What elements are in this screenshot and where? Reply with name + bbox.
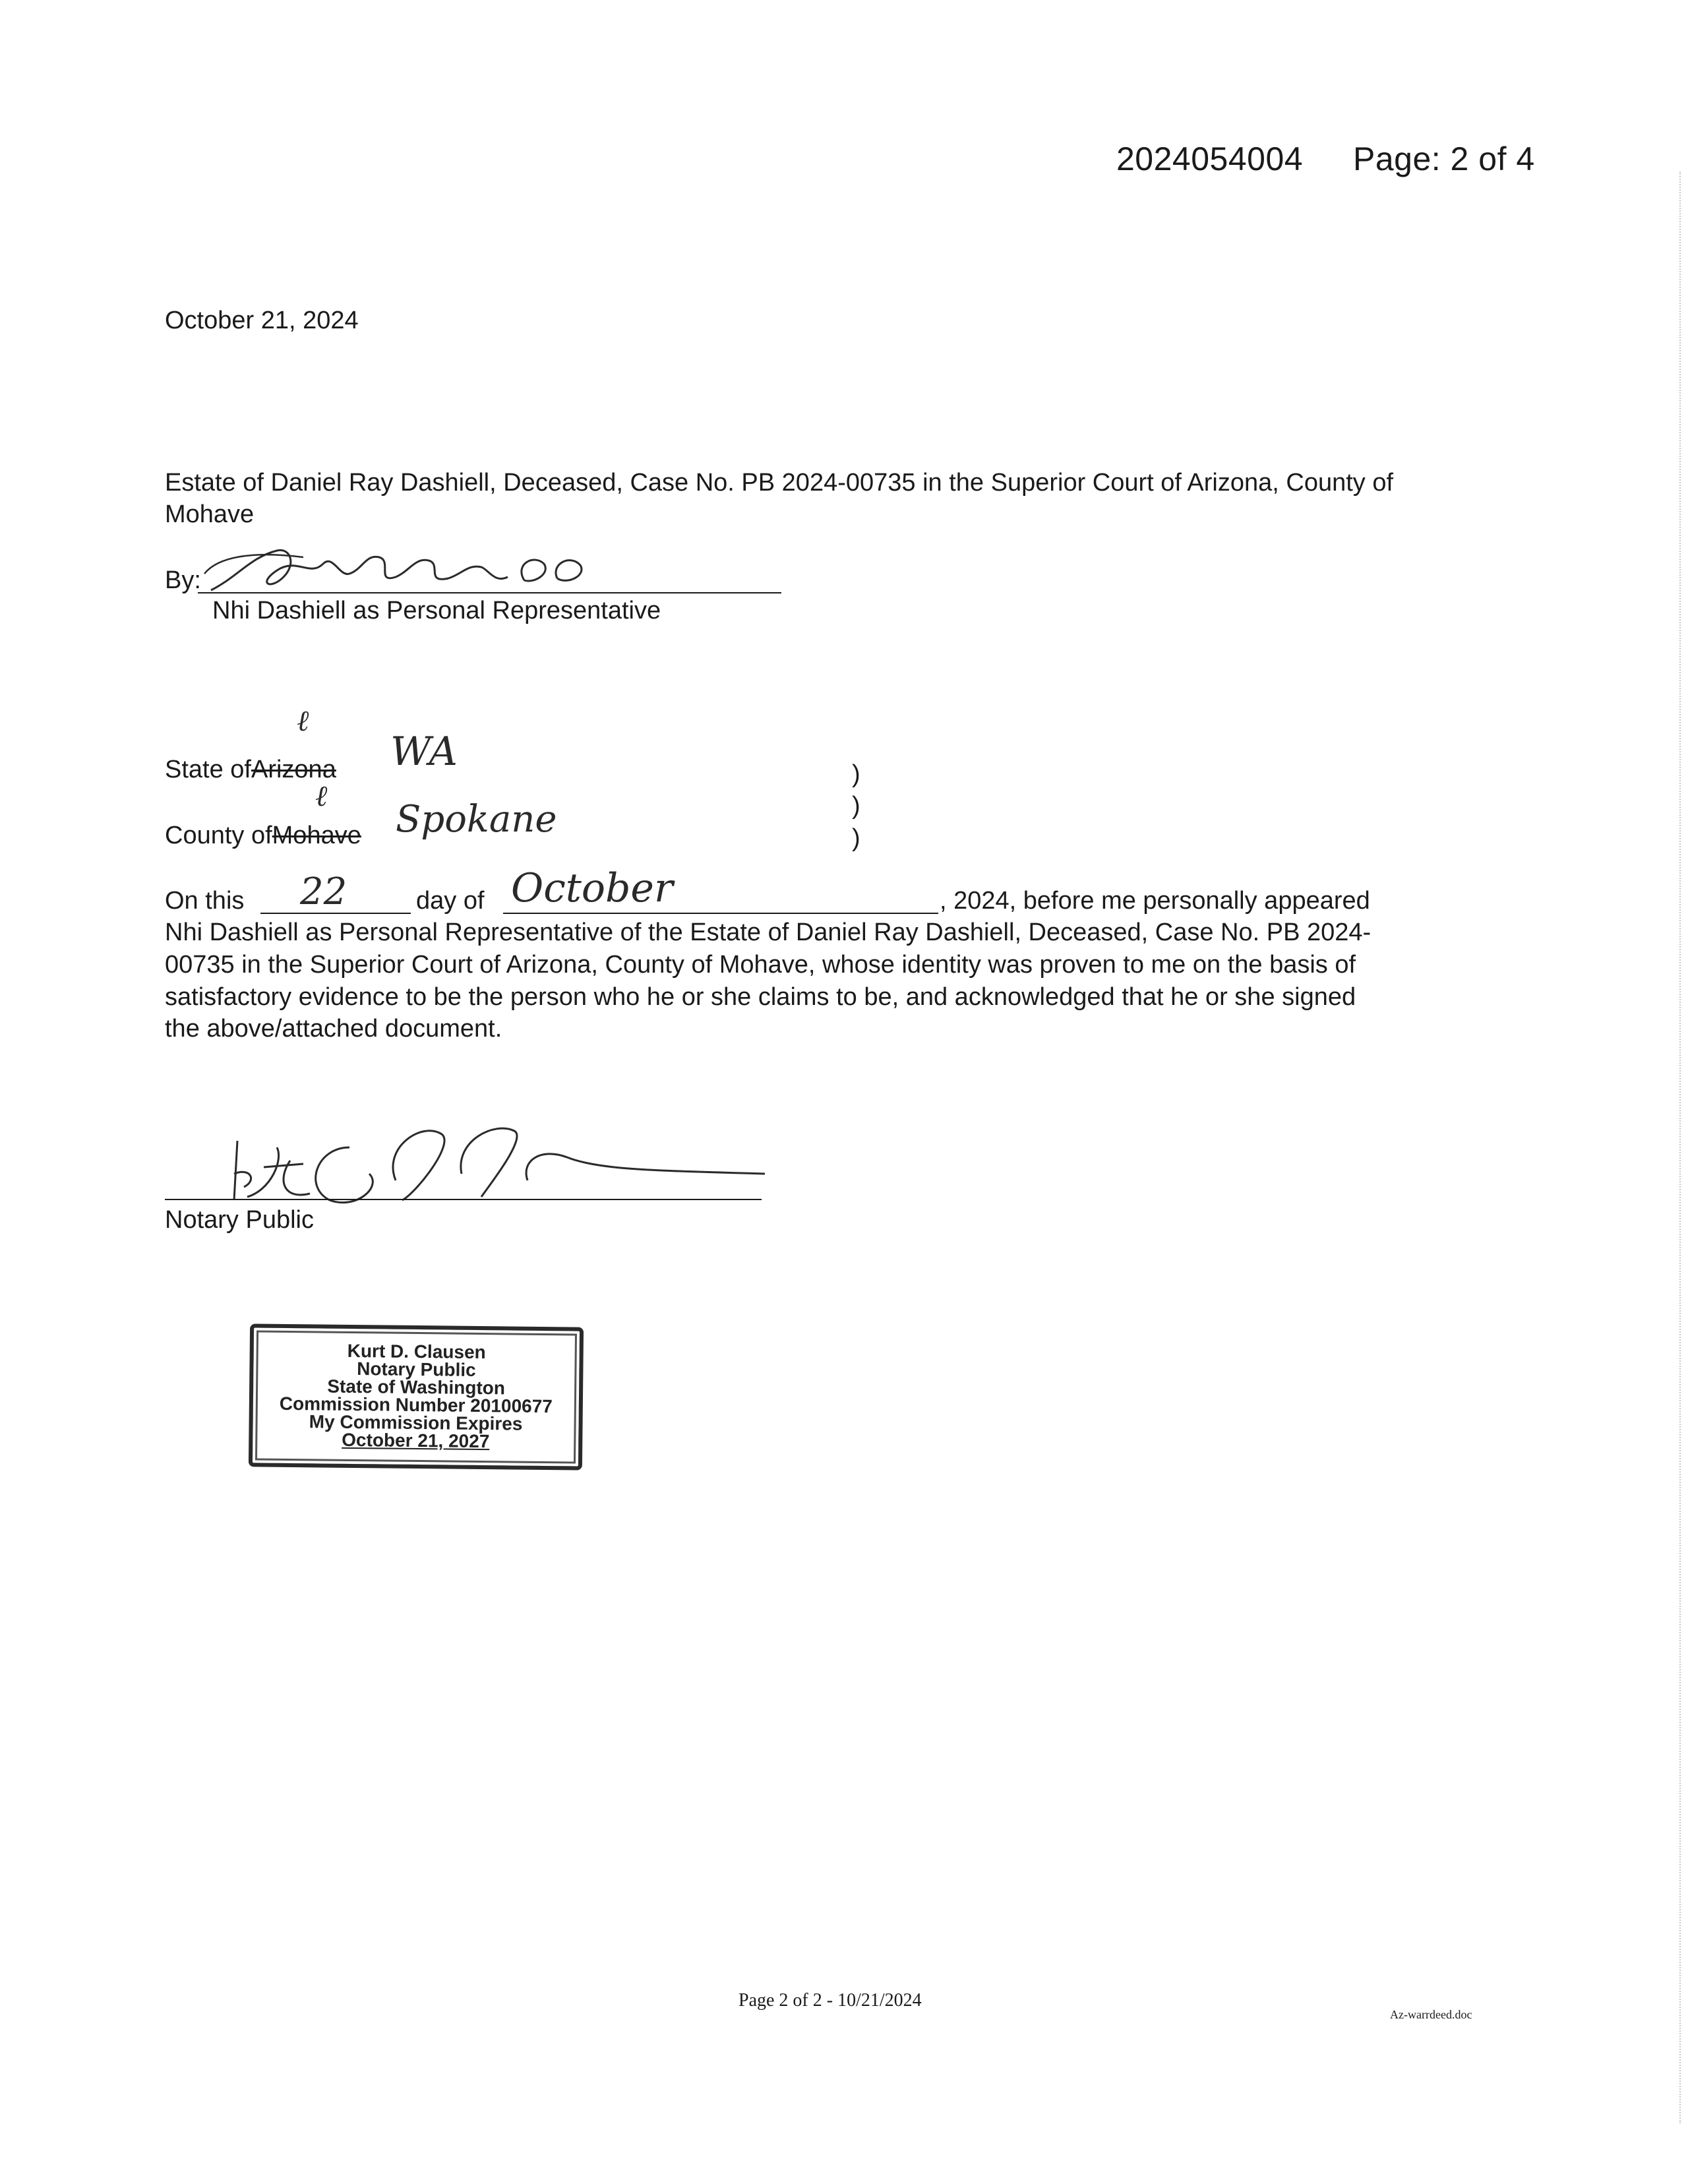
notary-signature-line bbox=[165, 1199, 762, 1200]
ack-line-4: satisfactory evidence to be the person who he or she claims to be, and acknowledged that he or she signed bbox=[165, 983, 1356, 1011]
stamp-name: Kurt D. Clausen bbox=[347, 1340, 486, 1363]
year-text: , 2024, before me personally appeared bbox=[940, 887, 1370, 915]
ack-line-3: 00735 in the Superior Court of Arizona, County of Mohave, whose identity was proven to me on the basis of bbox=[165, 951, 1356, 979]
notary-stamp bbox=[249, 1323, 584, 1470]
footer-filename: Az-warrdeed.doc bbox=[1390, 2008, 1472, 2021]
page-indicator: Page: 2 of 4 bbox=[1353, 140, 1535, 177]
stamp-title: Notary Public bbox=[357, 1358, 476, 1380]
stamp-expires-label: My Commission Expires bbox=[309, 1411, 523, 1434]
state-initials-mark: ℓ bbox=[297, 704, 309, 738]
day-handwritten: 22 bbox=[300, 870, 347, 913]
by-label: By: bbox=[165, 566, 201, 594]
stamp-commission: Commission Number 20100677 bbox=[279, 1393, 553, 1417]
county-label bbox=[165, 820, 361, 852]
paren-1: ) bbox=[852, 760, 860, 788]
state-struck-text: Arizona bbox=[251, 756, 336, 783]
notary-signature bbox=[198, 1108, 778, 1213]
on-this-label: On this bbox=[165, 887, 245, 915]
stamp-state: State of Washington bbox=[327, 1376, 506, 1399]
footer-page-info: Page 2 of 2 - 10/21/2024 bbox=[738, 1990, 922, 2011]
notary-public-label: Notary Public bbox=[165, 1206, 314, 1234]
county-handwritten: Spokane bbox=[396, 798, 557, 841]
month-blank-line bbox=[503, 913, 938, 914]
month-handwritten: October bbox=[511, 865, 673, 911]
estate-line-2: Mohave bbox=[165, 501, 255, 528]
day-of-label: day of bbox=[416, 887, 485, 915]
county-initials-mark: ℓ bbox=[315, 779, 328, 813]
ack-line-5: the above/attached document. bbox=[165, 1015, 502, 1043]
state-of-text: State of bbox=[165, 756, 251, 783]
estate-line-1: Estate of Daniel Ray Dashiell, Deceased, Case No. PB 2024-00735 in the Superior Court of Arizona, County of bbox=[165, 469, 1394, 497]
paren-2: ) bbox=[852, 792, 860, 820]
state-label bbox=[165, 754, 336, 786]
county-of-text: County of bbox=[165, 822, 272, 849]
signer-name: Nhi Dashiell as Personal Representative bbox=[212, 597, 661, 624]
scan-edge-artifact bbox=[1679, 171, 1681, 2123]
paren-3: ) bbox=[852, 824, 860, 852]
ack-line-2: Nhi Dashiell as Personal Representative of the Estate of Daniel Ray Dashiell, Deceased, Case No. PB 2024- bbox=[165, 919, 1372, 946]
representative-signature bbox=[198, 537, 659, 600]
county-struck-text: Mohave bbox=[272, 822, 361, 849]
state-handwritten: WA bbox=[390, 729, 458, 775]
document-number: 2024054004 bbox=[1116, 140, 1304, 177]
document-date: October 21, 2024 bbox=[165, 307, 359, 334]
stamp-expires-date: October 21, 2027 bbox=[342, 1429, 490, 1452]
